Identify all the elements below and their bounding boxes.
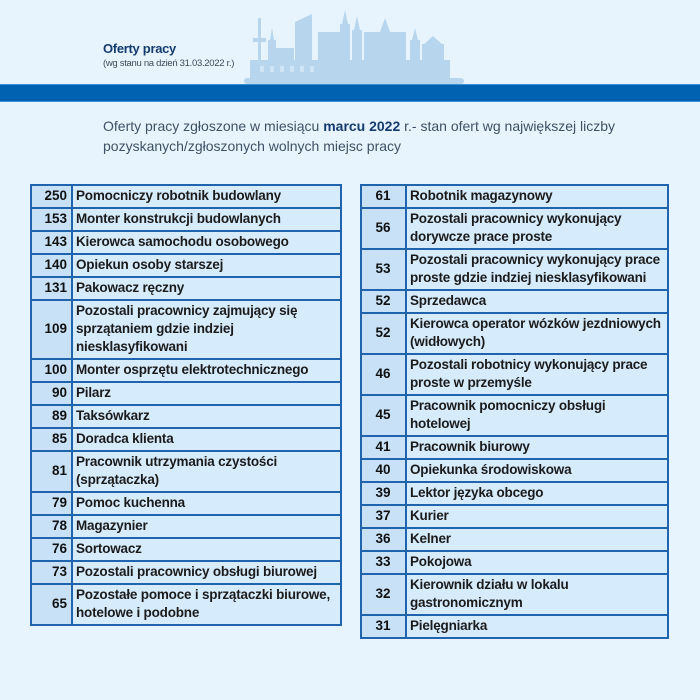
offer-count: 65 [31, 584, 72, 625]
occupation-name: Pielęgniarka [406, 615, 668, 638]
page-header [0, 0, 700, 110]
table-row [361, 482, 668, 505]
table-row [361, 551, 668, 574]
table-row [361, 574, 668, 615]
occupation-name: Opiekun osoby starszej [72, 254, 341, 277]
occupation-name: Sprzedawca [406, 290, 668, 313]
table-row [361, 528, 668, 551]
intro-text [103, 116, 623, 156]
table-row [361, 505, 668, 528]
table-row [31, 208, 341, 231]
occupation-name: Sortowacz [72, 538, 341, 561]
occupation-name: Monter osprzętu elektrotechnicznego [72, 359, 341, 382]
offer-count: 153 [31, 208, 72, 231]
table-row [31, 492, 341, 515]
occupation-name: Pozostali pracownicy wykonujący prace proste gdzie indziej niesklasyfikowani [406, 249, 668, 290]
table-row [31, 382, 341, 405]
table-row [361, 354, 668, 395]
table-row [361, 395, 668, 436]
offer-count: 37 [361, 505, 406, 528]
offers-table-left [30, 184, 342, 626]
occupation-name: Pozostali pracownicy obsługi biurowej [72, 561, 341, 584]
offer-count: 40 [361, 459, 406, 482]
city-skyline-icon [240, 0, 470, 84]
table-row [31, 515, 341, 538]
occupation-name: Pomoc kuchenna [72, 492, 341, 515]
intro-month: marcu 2022 [323, 118, 401, 134]
offer-count: 250 [31, 185, 72, 208]
table-row [31, 277, 341, 300]
offer-count: 39 [361, 482, 406, 505]
occupation-name: Pracownik pomocniczy obsługi hotelowej [406, 395, 668, 436]
offer-count: 76 [31, 538, 72, 561]
occupation-name: Doradca klienta [72, 428, 341, 451]
occupation-name: Pozostałe pomoce i sprzątaczki biurowe, hotelowe i podobne [72, 584, 341, 625]
offer-count: 89 [31, 405, 72, 428]
table-row [31, 428, 341, 451]
offer-count: 78 [31, 515, 72, 538]
occupation-name: Kierowca operator wózków jezdniowych (widłowych) [406, 313, 668, 354]
occupation-name: Robotnik magazynowy [406, 185, 668, 208]
table-row [361, 208, 668, 249]
occupation-name: Pozostali pracownicy wykonujący dorywcze prace proste [406, 208, 668, 249]
occupation-name: Magazynier [72, 515, 341, 538]
table-row [31, 405, 341, 428]
table-row [361, 459, 668, 482]
table-row [361, 249, 668, 290]
offer-count: 140 [31, 254, 72, 277]
offer-count: 33 [361, 551, 406, 574]
offer-count: 56 [361, 208, 406, 249]
occupation-name: Lektor języka obcego [406, 482, 668, 505]
table-row [31, 254, 341, 277]
table-row [31, 451, 341, 492]
table-row [31, 538, 341, 561]
occupation-name: Pozostali robotnicy wykonujący prace proste w przemyśle [406, 354, 668, 395]
occupation-name: Kierowca samochodu osobowego [72, 231, 341, 254]
table-row [361, 313, 668, 354]
offer-count: 109 [31, 300, 72, 359]
offer-count: 45 [361, 395, 406, 436]
occupation-name: Kierownik działu w lokalu gastronomicznym [406, 574, 668, 615]
table-row [361, 290, 668, 313]
table-row [31, 300, 341, 359]
occupation-name: Kelner [406, 528, 668, 551]
occupation-name: Pokojowa [406, 551, 668, 574]
offer-count: 61 [361, 185, 406, 208]
page-title: Oferty pracy [103, 41, 176, 56]
offer-count: 32 [361, 574, 406, 615]
table-row [361, 436, 668, 459]
offer-count: 81 [31, 451, 72, 492]
occupation-name: Opiekunka środowiskowa [406, 459, 668, 482]
offer-count: 85 [31, 428, 72, 451]
offer-count: 52 [361, 313, 406, 354]
offer-count: 41 [361, 436, 406, 459]
occupation-name: Pakowacz ręczny [72, 277, 341, 300]
intro-part2: r.- stan ofert wg największej liczby pozyskanych/zgłoszonych wolnych miejsc pracy [103, 118, 616, 154]
occupation-name: Pomocniczy robotnik budowlany [72, 185, 341, 208]
offer-count: 143 [31, 231, 72, 254]
occupation-name: Pracownik biurowy [406, 436, 668, 459]
occupation-name: Pracownik utrzymania czystości (sprzątaczka) [72, 451, 341, 492]
offer-count: 100 [31, 359, 72, 382]
offer-count: 36 [361, 528, 406, 551]
offer-count: 73 [31, 561, 72, 584]
page-subtitle: (wg stanu na dzień 31.03.2022 r.) [103, 58, 235, 69]
table-row [31, 231, 341, 254]
intro-part1: Oferty pracy zgłoszone w miesiącu [103, 118, 324, 134]
occupation-name: Pilarz [72, 382, 341, 405]
occupation-name: Taksówkarz [72, 405, 341, 428]
occupation-name: Kurier [406, 505, 668, 528]
occupation-name: Pozostali pracownicy zajmujący się sprzątaniem gdzie indziej niesklasyfikowani [72, 300, 341, 359]
table-row [31, 561, 341, 584]
header-band [0, 84, 700, 102]
table-row [31, 584, 341, 625]
offer-count: 46 [361, 354, 406, 395]
occupation-name: Monter konstrukcji budowlanych [72, 208, 341, 231]
offer-count: 90 [31, 382, 72, 405]
table-row [361, 185, 668, 208]
offer-count: 53 [361, 249, 406, 290]
offer-count: 31 [361, 615, 406, 638]
table-row [361, 615, 668, 638]
table-row [31, 359, 341, 382]
table-row [31, 185, 341, 208]
offer-count: 79 [31, 492, 72, 515]
offers-table-right [360, 184, 669, 639]
offer-count: 131 [31, 277, 72, 300]
offer-count: 52 [361, 290, 406, 313]
